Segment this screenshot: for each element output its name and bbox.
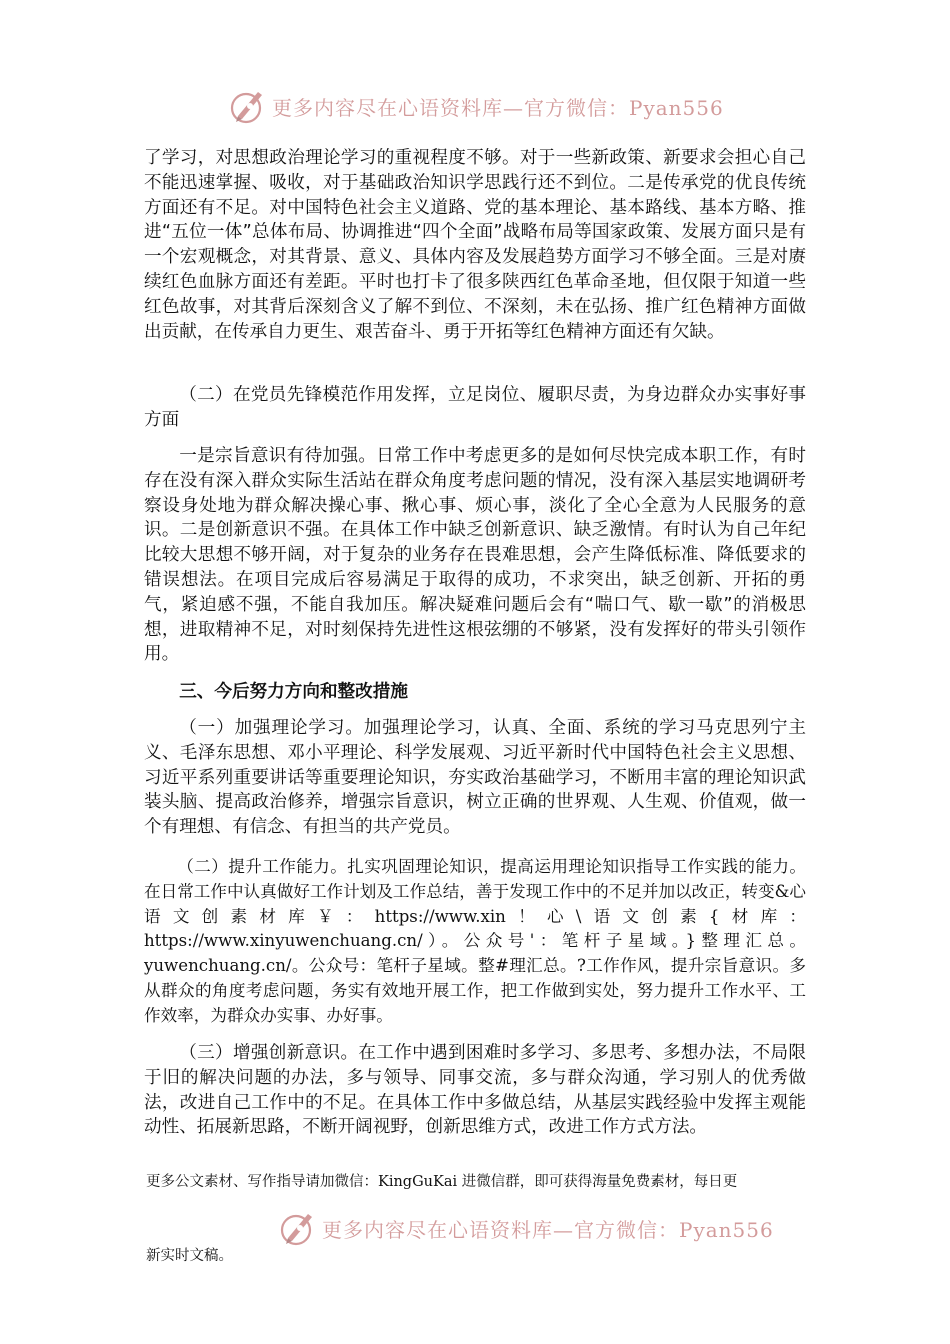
footer-note-line1: 更多公文素材、写作指导请加微信：KingGuKai 进微信群，即可获得海量免费素材，每日更	[146, 1174, 738, 1190]
paragraph-innovation: （三）增强创新意识。在工作中遇到困难时多学习、多思考、多想办法，不局限于旧的解决问题的办法，多与领导、同事交流，多与群众沟通，学习别人的优秀做法，改进自己工作中的不足。在具体工作中多做总结，从基层实践经验中发挥主观能动性、拓展新思路，不断开阔视野，创新思维方式，改进工作方式方法。	[144, 1043, 806, 1138]
watermark-text: 更多内容尽在心语资料库—官方微信：Pyan556	[322, 1217, 774, 1242]
paragraph-study-shortcomings: 了学习，对思想政治理论学习的重视程度不够。对于一些新政策、新要求会担心自己不能迅速掌握、吸收，对于基础政治知识学思践行还不到位。二是传承党的优良传统方面还有不足。对中国特色社会主义道路、党的基本理论、基本路线、基本方略、推进“五位一体”总体布局、协调推进“四个全面”战略布局等国家政策、发展方面只是有一个宏观概念，对其背景、意义、具体内容及发展趋势方面学习不够全面。三是对赓续红色血脉方面还有差距。平时也打卡了很多陕西红色革命圣地，但仅限于知道一些红色故事，对其背后深刻含义了解不到位、不深刻，未在弘扬、推广红色精神方面做出贡献，在传承自力更生、艰苦奋斗、勇于开拓等红色精神方面还有欠缺。	[144, 148, 806, 342]
paragraph-theory-study: （一）加强理论学习。加强理论学习，认真、全面、系统的学习马克思列宁主义、毛泽东思想、邓小平理论、科学发展观、习近平新时代中国特色社会主义思想、习近平系列重要讲话等重要理论知识，夯实政治基础学习，不断用丰富的理论知识武装头脑、提高政治修养，增强宗旨意识，树立正确的世界观、人生观、价值观，做一个有理想、有信念、有担当的共产党员。	[144, 718, 806, 838]
watermark-bottom	[278, 1208, 774, 1248]
footer-note-line2: 新实时文稿。	[146, 1248, 233, 1264]
paragraph-work-ability: （二）提升工作能力。扎实巩固理论知识，提高运用理论知识指导工作实践的能力。在日常工作中认真做好工作计划及工作总结，善于发现工作中的不足并加以改正，转变&心语文创素材库￥：https://www.xin！心\语文创素{材库：https://www.xinyuwenchuang.cn/）。公众号'：笔杆子星域。}整理汇总。yuwenchuang.cn/。公众号：笔杆子星域。整#理汇总。?工作作风，提升宗旨意识。多从群众的角度考虑问题，务实有效地开展工作，把工作做到实处，努力提升工作水平、工作效率，为群众办实事、办好事。	[144, 857, 806, 1025]
watermark-text: 更多内容尽在心语资料库—官方微信：Pyan556	[272, 95, 724, 120]
watermark-top	[228, 86, 724, 126]
pen-logo-icon	[228, 86, 268, 126]
paragraph-purpose-awareness: 一是宗旨意识有待加强。日常工作中考虑更多的是如何尽快完成本职工作，有时存在没有深入群众实际生活站在群众角度考虑问题的情况，没有深入基层实地调研考察设身处地为群众解决操心事、揪心事、烦心事，淡化了全心全意为人民服务的意识。二是创新意识不强。在具体工作中缺乏创新意识、缺乏激情。有时认为自己年纪比较大思想不够开阔，对于复杂的业务存在畏难思想，会产生降低标准、降低要求的错误想法。在项目完成后容易满足于取得的成功，不求突出，缺乏创新、开拓的勇气，紧迫感不强，不能自我加压。解决疑难问题后会有“喘口气、歇一歇”的消极思想，进取精神不足，对时刻保持先进性这根弦绷的不够紧，没有发挥好的带头引领作用。	[144, 446, 806, 665]
section-heading-two: （二）在党员先锋模范作用发挥，立足岗位、履职尽责，为身边群众办实事好事方面	[144, 385, 806, 430]
section-heading-three: 三、今后努力方向和整改措施	[179, 682, 408, 702]
pen-logo-icon	[278, 1208, 318, 1248]
